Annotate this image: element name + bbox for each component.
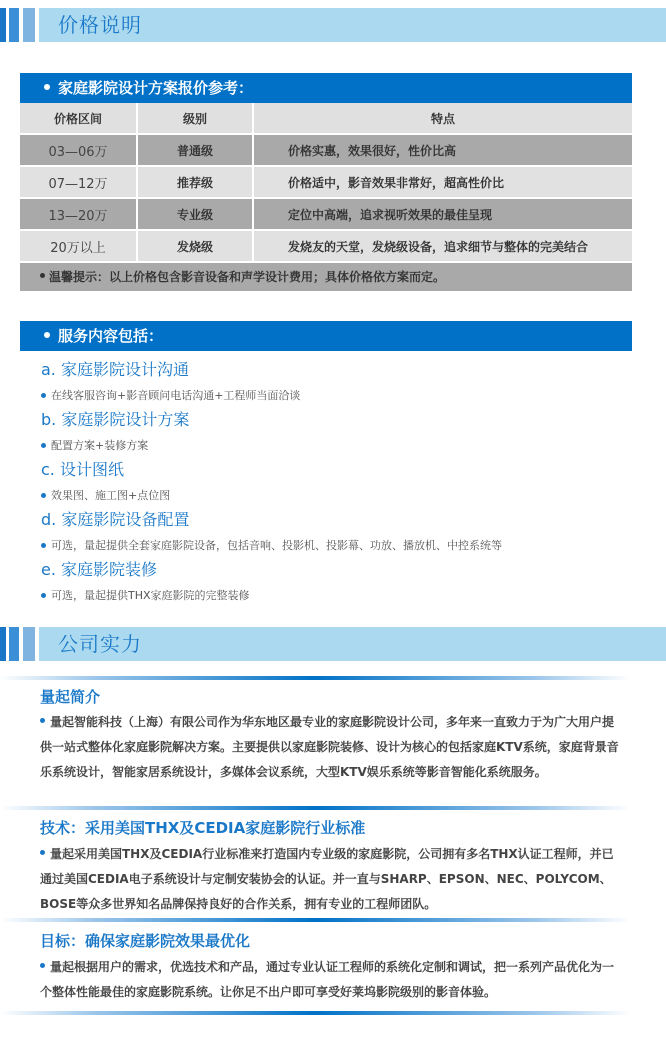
cell-price: 03—06万 <box>20 135 138 167</box>
company-block-title: 量起简介 <box>40 688 101 706</box>
bullet-icon <box>41 443 46 448</box>
divider-line <box>0 676 630 680</box>
service-item-title: c. 设计图纸 <box>41 460 124 479</box>
divider-line <box>0 918 630 922</box>
cell-price: 13—20万 <box>20 199 138 231</box>
services-header-text: 服务内容包括： <box>58 327 164 345</box>
column-header-price: 价格区间 <box>20 103 138 135</box>
service-item-desc <box>41 538 502 554</box>
service-item-title: a. 家庭影院设计沟通 <box>41 360 189 379</box>
section-title: 公司实力 <box>58 632 142 656</box>
service-desc-text: 可选，量起提供THX家庭影院的完整装修 <box>51 589 250 602</box>
cell-price: 20万以上 <box>20 231 138 263</box>
table-row <box>20 167 632 199</box>
service-desc-text: 配置方案+装修方案 <box>51 439 149 452</box>
table-row <box>20 199 632 231</box>
section-title: 价格说明 <box>58 13 142 37</box>
company-block-body <box>40 842 620 917</box>
bullet-icon <box>41 493 46 498</box>
bullet-icon <box>40 273 45 278</box>
column-header-feature: 特点 <box>254 103 632 135</box>
table-row <box>20 231 632 263</box>
column-header-level: 级别 <box>138 103 254 135</box>
divider-line <box>0 1011 630 1015</box>
banner-stripe <box>0 627 6 661</box>
bullet-icon <box>40 850 45 855</box>
company-body-text: 量起智能科技（上海）有限公司作为华东地区最专业的家庭影院设计公司，多年来一直致力于为广大用户提供一站式整体化家庭影院解决方案。主要提供以家庭影院装修、设计为核心的包括家庭KTV系统，家庭背景音乐系统设计，智能家居系统设计，多媒体会议系统，大型KTV娱乐系统等影音智能化系统服务。 <box>40 715 619 779</box>
service-item-desc <box>41 488 170 504</box>
cell-feature: 价格实惠，效果很好，性价比高 <box>254 135 632 167</box>
cell-level: 专业级 <box>138 199 254 231</box>
pricing-header-text: 家庭影院设计方案报价参考： <box>58 79 254 97</box>
banner-stripe <box>9 627 19 661</box>
pricing-table-header <box>20 73 632 103</box>
company-block-body <box>40 955 620 1005</box>
service-desc-text: 效果图、施工图+点位图 <box>51 489 171 502</box>
bullet-icon <box>40 963 45 968</box>
banner-stripe <box>9 8 19 42</box>
banner-stripe <box>23 8 35 42</box>
service-desc-text: 可选，量起提供全套家庭影院设备，包括音响、投影机、投影幕、功放、播放机、中控系统等 <box>51 539 502 552</box>
company-body-text: 量起根据用户的需求，优选技术和产品，通过专业认证工程师的系统化定制和调试，把一系列产品优化为一个整体性能最佳的家庭影院系统。让你足不出户即可享受好莱坞影院级别的影音体验。 <box>40 960 615 999</box>
cell-feature: 价格适中，影音效果非常好，超高性价比 <box>254 167 632 199</box>
services-header <box>20 321 632 351</box>
section-banner-company <box>0 627 666 661</box>
bullet-icon <box>40 718 45 723</box>
pricing-table <box>20 103 632 263</box>
pricing-tip <box>20 263 632 291</box>
cell-level: 推荐级 <box>138 167 254 199</box>
service-item-title: b. 家庭影院设计方案 <box>41 410 190 429</box>
service-item-title: e. 家庭影院装修 <box>41 560 158 579</box>
service-item-desc <box>41 438 148 454</box>
bullet-icon <box>41 593 46 598</box>
bullet-icon <box>44 84 50 90</box>
tip-text: 温馨提示：以上价格包含影音设备和声学设计费用；具体价格依方案而定。 <box>49 270 446 284</box>
service-desc-text: 在线客服咨询+影音顾问电话沟通+工程师当面洽谈 <box>51 389 301 402</box>
bullet-icon <box>41 543 46 548</box>
cell-price: 07—12万 <box>20 167 138 199</box>
cell-feature: 发烧友的天堂，发烧级设备，追求细节与整体的完美结合 <box>254 231 632 263</box>
cell-level: 普通级 <box>138 135 254 167</box>
cell-feature: 定位中高端，追求视听效果的最佳呈现 <box>254 199 632 231</box>
bullet-icon <box>41 393 46 398</box>
section-banner-pricing <box>0 8 666 42</box>
cell-level: 发烧级 <box>138 231 254 263</box>
service-item-desc <box>41 388 300 404</box>
company-block-body <box>40 710 620 785</box>
company-block-title: 目标：确保家庭影院效果最优化 <box>40 932 251 950</box>
banner-stripe <box>0 8 6 42</box>
company-body-text: 量起采用美国THX及CEDIA行业标准来打造国内专业级的家庭影院，公司拥有多名THX认证工程师，并已通过美国CEDIA电子系统设计与定制安装协会的认证。并一直与SHARP、EPSON、NEC、POLYCOM、BOSE等众多世界知名品牌保持良好的合作关系，拥有专业的工程师团队。 <box>40 847 614 911</box>
service-item-title: d. 家庭影院设备配置 <box>41 510 190 529</box>
service-item-desc <box>41 588 250 604</box>
banner-stripe <box>23 627 35 661</box>
table-header-row <box>20 103 632 135</box>
company-block-title: 技术：采用美国THX及CEDIA家庭影院行业标准 <box>40 819 366 837</box>
divider-line <box>0 806 630 810</box>
bullet-icon <box>44 332 50 338</box>
table-row <box>20 135 632 167</box>
